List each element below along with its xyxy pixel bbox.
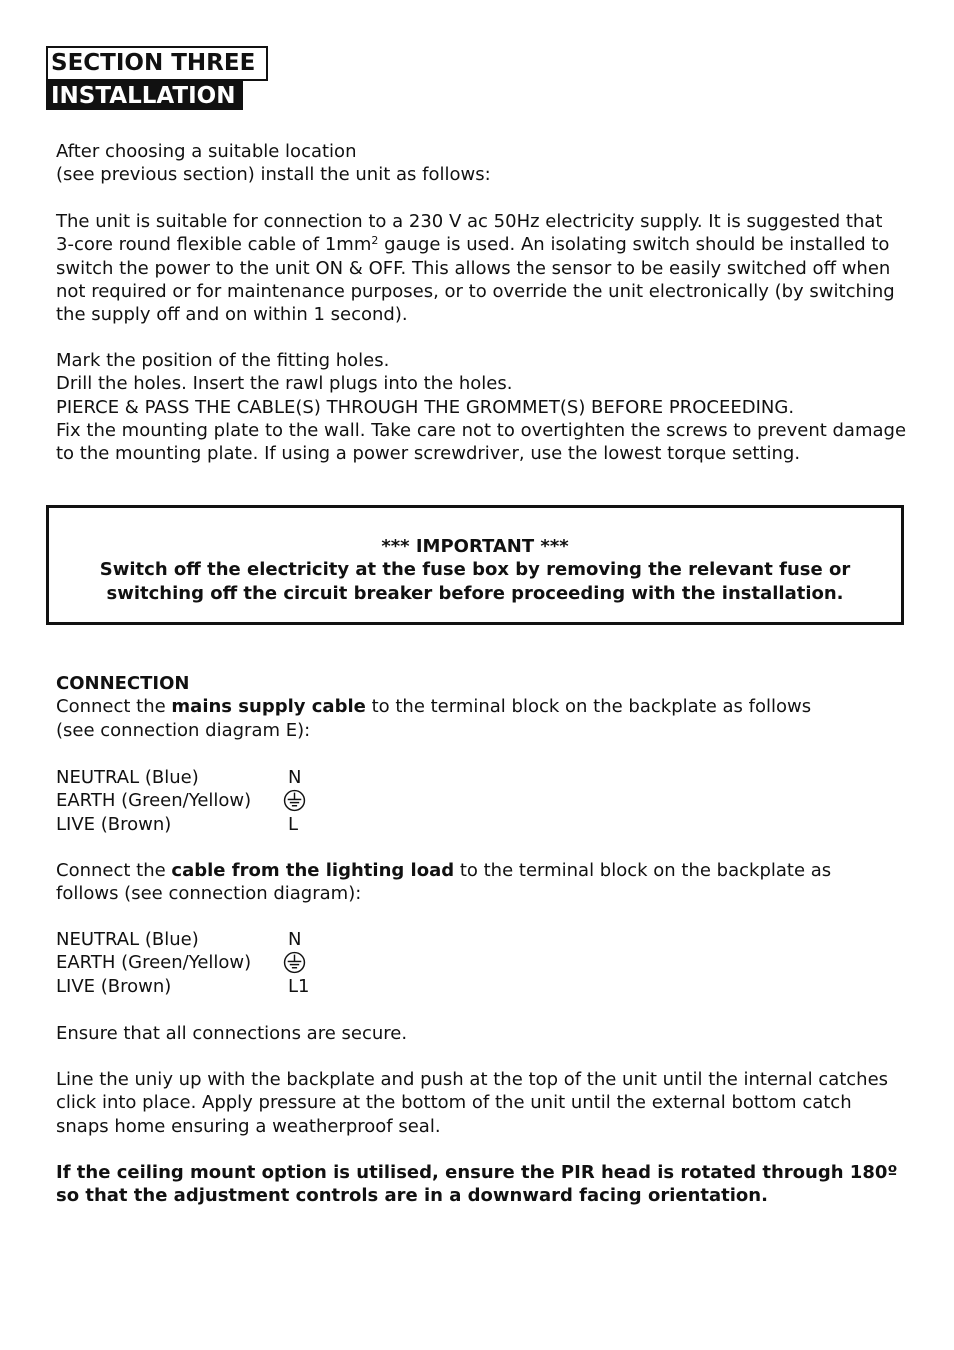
terminal-label: L [288, 813, 299, 835]
supply-text-1: The unit is suitable for connection to a 230 V ac 50Hz electricity supply. It is suggested that 3-core round flexible cable of 1mm [56, 211, 883, 256]
important-text: Switch off the electricity at the fuse box by removing the relevant fuse or switching off the circuit breaker before proceeding with the installation. [99, 559, 851, 604]
supply-paragraph [56, 210, 906, 326]
section-number: SECTION THREE [46, 46, 268, 81]
step-pierce: PIERCE & PASS THE CABLE(S) THROUGH THE GROMMET(S) BEFORE PROCEEDING. [56, 396, 795, 418]
connection-heading: CONNECTION [56, 673, 190, 694]
intro-line-1: After choosing a suitable location [56, 141, 357, 162]
lighting-load-cable-label: cable from the lighting load [171, 860, 455, 881]
terminal-label: N [288, 767, 302, 788]
important-heading: *** IMPORTANT *** [381, 536, 569, 557]
important-notice-box [46, 505, 904, 625]
wire-label: EARTH (Green/Yellow) [56, 790, 252, 812]
terminal-label: N [288, 929, 302, 950]
earth-ground-icon [283, 789, 306, 812]
earth-ground-icon [283, 951, 306, 974]
ceiling-mount-note: If the ceiling mount option is utilised, ensure the PIR head is rotated through 180º so that the adjustment controls are in a downward facing orientation. [56, 1162, 898, 1207]
mains-supply-cable-label: mains supply cable [171, 696, 366, 718]
step-fix: Fix the mounting plate to the wall. Take care not to overtighten the screws to prevent damage to the mounting plate. If using a power screwdriver, use the lowest torque setting. [56, 419, 907, 465]
wire-label: EARTH (Green/Yellow) [56, 952, 252, 974]
superscript-2: 2 [371, 234, 379, 248]
connection-intro [56, 672, 916, 742]
step-mark: Mark the position of the fitting holes. [56, 350, 390, 371]
mounting-steps [56, 349, 911, 465]
wire-label: NEUTRAL (Blue) [56, 767, 199, 788]
intro-paragraph [56, 140, 916, 187]
secure-note: Ensure that all connections are secure. [56, 1023, 408, 1044]
mains-instruction-line-2: (see connection diagram E): [56, 719, 311, 741]
section-title: INSTALLATION [46, 80, 243, 110]
line-up-paragraph: Line the uniy up with the backplate and push at the top of the unit until the internal catches click into place. Apply pressure at the bottom of the unit until the external bottom catch snaps home ensuring a weatherproof seal. [56, 1069, 889, 1137]
load-instruction: Connect the cable from the lighting load to the terminal block on the backplate as follows (see connection diagram): [56, 860, 832, 905]
wire-label: LIVE (Brown) [56, 813, 172, 835]
terminal-label: L1 [288, 975, 310, 997]
step-drill: Drill the holes. Insert the rawl plugs into the holes. [56, 373, 513, 395]
wire-label: NEUTRAL (Blue) [56, 929, 199, 950]
supply-text-2: gauge is used. An isolating switch should be installed to switch the power to the unit ON & OFF. This allows the sensor to be easily switched off when not required or for maintenance purposes, or to override the unit electronically (by switching the supply off and on within 1 second). [56, 234, 895, 326]
wire-label: LIVE (Brown) [56, 975, 172, 997]
section-header [46, 46, 268, 110]
mains-instruction: Connect the mains supply cable to the terminal block on the backplate as follows [56, 696, 812, 718]
intro-line-2: (see previous section) install the unit as follows: [56, 164, 491, 186]
